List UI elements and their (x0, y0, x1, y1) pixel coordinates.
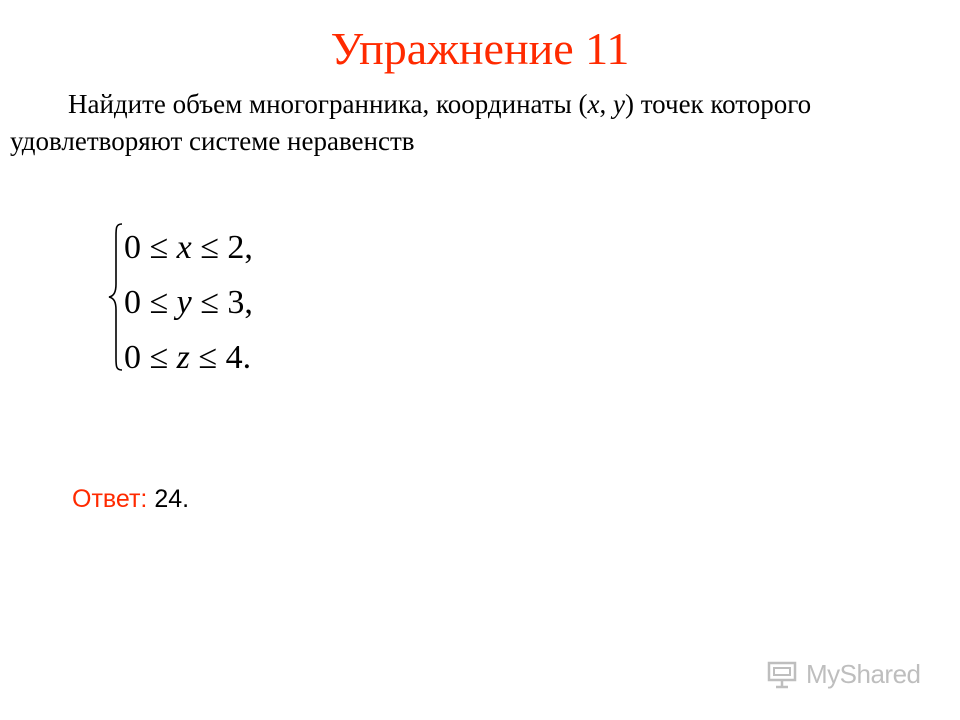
inequality-left: 0 ≤ (124, 339, 177, 376)
answer-label: Ответ: (72, 485, 148, 513)
presentation-board-icon (766, 659, 800, 689)
inequality-left: 0 ≤ (124, 284, 177, 321)
problem-text-after: ) точек которого удовлетворяют системе неравенств (10, 89, 812, 156)
answer-value: 24. (147, 485, 190, 513)
inequality-variable: y (176, 284, 192, 321)
inequality-right: ≤ 4. (189, 339, 252, 376)
inequality-row (124, 283, 253, 323)
page-title: Упражнение 11 (330, 23, 630, 74)
problem-text-before: Найдите объем многогранника, координаты ( (68, 89, 588, 119)
left-brace-icon (108, 222, 124, 372)
watermark-logo (766, 656, 921, 692)
inequality-row (124, 338, 251, 378)
variable-x: x (587, 89, 600, 119)
inequality-right: ≤ 3, (191, 284, 253, 321)
inequality-row (124, 228, 253, 268)
inequality-system (108, 222, 328, 376)
answer-line (72, 483, 189, 515)
inequality-variable: x (176, 229, 192, 266)
variable-y: y (613, 89, 625, 119)
problem-comma: , (599, 89, 614, 119)
watermark-text: MyShared (806, 658, 921, 689)
inequality-right: ≤ 2, (191, 229, 253, 266)
problem-statement (10, 86, 910, 160)
inequality-left: 0 ≤ (124, 229, 177, 266)
inequality-variable: z (176, 339, 190, 376)
